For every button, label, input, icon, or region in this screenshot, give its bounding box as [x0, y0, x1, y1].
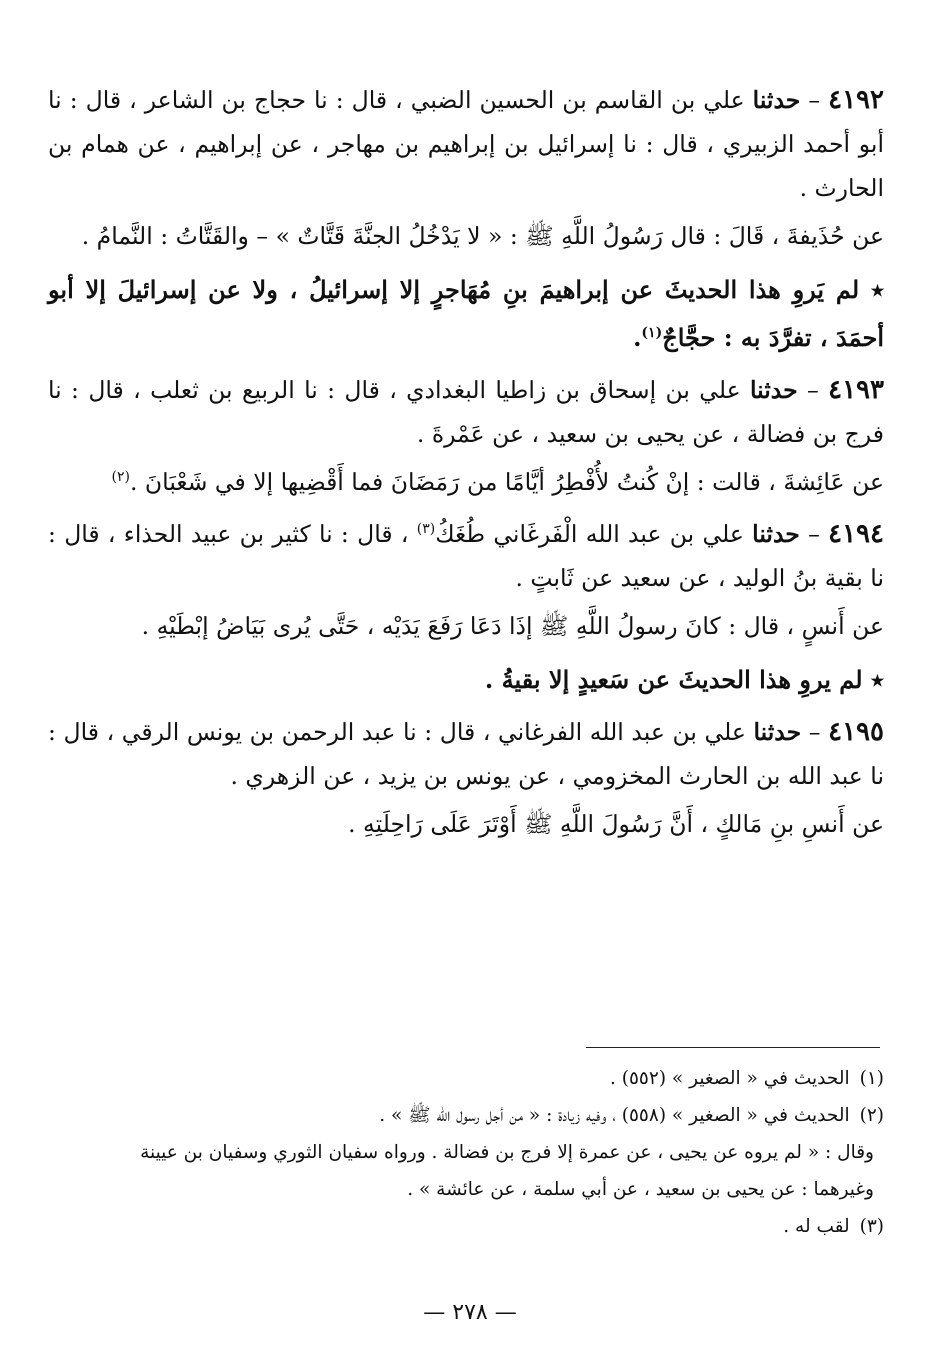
hadith-4192-isnad: [48, 78, 884, 210]
hadith-4192-note: [48, 266, 884, 362]
tahdith: حدثنا: [750, 376, 798, 404]
footnote-number: (٣): [859, 1216, 884, 1237]
dash: –: [808, 520, 820, 548]
tahdith: حدثنا: [753, 718, 802, 746]
tahdith: حدثنا: [752, 520, 800, 548]
hadith-4195-matn: عن أَنسِ بنِ مَالكٍ ، أَنَّ رَسُولَ اللَّهِ ﷺ أَوْتَرَ عَلَى رَاحِلَتِهِ .: [348, 810, 884, 838]
hadith-4193-matn: [48, 460, 884, 504]
hadith-4193-isnad: [48, 368, 884, 456]
hadith-number: ٤١٩٥: [828, 717, 884, 747]
footnote-number: (٢): [859, 1105, 884, 1126]
dash: –: [808, 718, 821, 746]
star-icon: ٭: [870, 275, 885, 304]
footnote-3: [90, 1208, 884, 1245]
footnote-ref: (٢): [111, 469, 130, 486]
matn-text: عن عَائِشةَ ، قالت : إنْ كُنتُ لأُفْطِرُ أيَّامًا من رَمَضَانَ فما أَقْضِيها إلا في شَعْبَانَ .: [129, 468, 884, 496]
page-number: — ٢٧٨ —: [423, 1300, 517, 1325]
isnad-text: علي بن عبد الله الْفَرغَاني طُغَكُ: [435, 520, 744, 548]
hadith-4194-matn: عن أَنسٍ ، قال : كانَ رسولُ اللَّهِ ﷺ إذَا دَعَا رَفَعَ يَدَيْه ، حَتَّى يُرى بَيَاضُ إبْطَيْهِ .: [141, 612, 884, 640]
footnote-text: الحديث في « الصغير » (٥٥٢) .: [610, 1068, 850, 1089]
hadith-number: ٤١٩٢: [828, 85, 884, 115]
footnotes: [90, 1060, 884, 1245]
footnote-divider: [586, 1047, 880, 1048]
dash: –: [807, 376, 819, 404]
hadith-4195-isnad: [48, 710, 884, 798]
dash: –: [808, 86, 821, 114]
isnad-text-cont: ، قال : نا كثير بن عبيد الحذاء ، قال : نا بقية بنُ الوليد ، عن سعيد عن ثَابتٍ .: [48, 520, 884, 592]
footnote-2: [90, 1097, 884, 1134]
hadith-4194-isnad: [48, 512, 884, 600]
hadith-number: ٤١٩٤: [828, 519, 884, 549]
hadith-4192-matn: عن حُذَيفةَ ، قَالَ : قال رَسُولُ اللَّهِ ﷺ : « لا يَدْخُلُ الجنَّةَ قَتَّاتٌ » – والقَتَّاتُ : النَّمامُ .: [81, 222, 884, 250]
footnote-1: [90, 1060, 884, 1097]
footnote-ref: (١): [641, 325, 663, 341]
note-text: لم يروِ هذا الحديثَ عن سَعيدٍ إلا بقيةُ .: [484, 665, 863, 694]
footnote-ref: (٣): [416, 521, 436, 538]
footnote-2-continued: [90, 1134, 884, 1208]
isnad-text: علي بن إسحاق بن زاطيا البغدادي ، قال : نا الربيع بن ثعلب ، قال : نا فرج بن فضالة ، عن يحيى بن سعيد ، عن عَمْرةَ .: [48, 376, 884, 448]
hadith-number: ٤١٩٣: [828, 375, 884, 405]
isnad-text: علي بن القاسم بن الحسين الضبي ، قال : نا حجاج بن الشاعر ، قال : نا أبو أحمد الزبيري ، قال : نا إسرائيل بن إبراهيم بن مهاجر ، عن إبراهيم ، عن همام بن الحارث .: [48, 86, 884, 202]
footnote-text: لقب له .: [783, 1216, 850, 1237]
note-text: لم يَروِ هذا الحديثَ عن إبراهيمَ بنِ مُهَاجرٍ إلا إسرائيلُ ، ولا عن إسرائيلَ إلا أبو أحمَدَ ، تفرَّدَ به : حجَّاجٌ: [48, 275, 884, 352]
note-end: .: [633, 323, 642, 352]
footnote-number: (١): [859, 1068, 884, 1089]
star-icon: ٭: [870, 665, 884, 694]
footnote-text: الحديث في « الصغير » (٥٥٨) ، وفيه زيادة : « من أجل رسول الله ﷺ » .: [379, 1105, 850, 1126]
hadith-4194-note: [48, 656, 884, 704]
tahdith: حدثنا: [752, 86, 801, 114]
page-body: [48, 78, 884, 854]
footnote-text: وقال : « لم يروه عن يحيى ، عن عمرة إلا فرج بن فضالة . ورواه سفيان الثوري وسفيان بن عيينة وغيرهما : عن يحيى بن سعيد ، عن أبي سلمة ، عن عائشة » .: [140, 1142, 874, 1200]
isnad-text: علي بن عبد الله الفرغاني ، قال : نا عبد الرحمن بن يونس الرقي ، قال : نا عبد الله بن الحارث المخزومي ، عن يونس بن يزيد ، عن الزهري .: [48, 718, 884, 790]
